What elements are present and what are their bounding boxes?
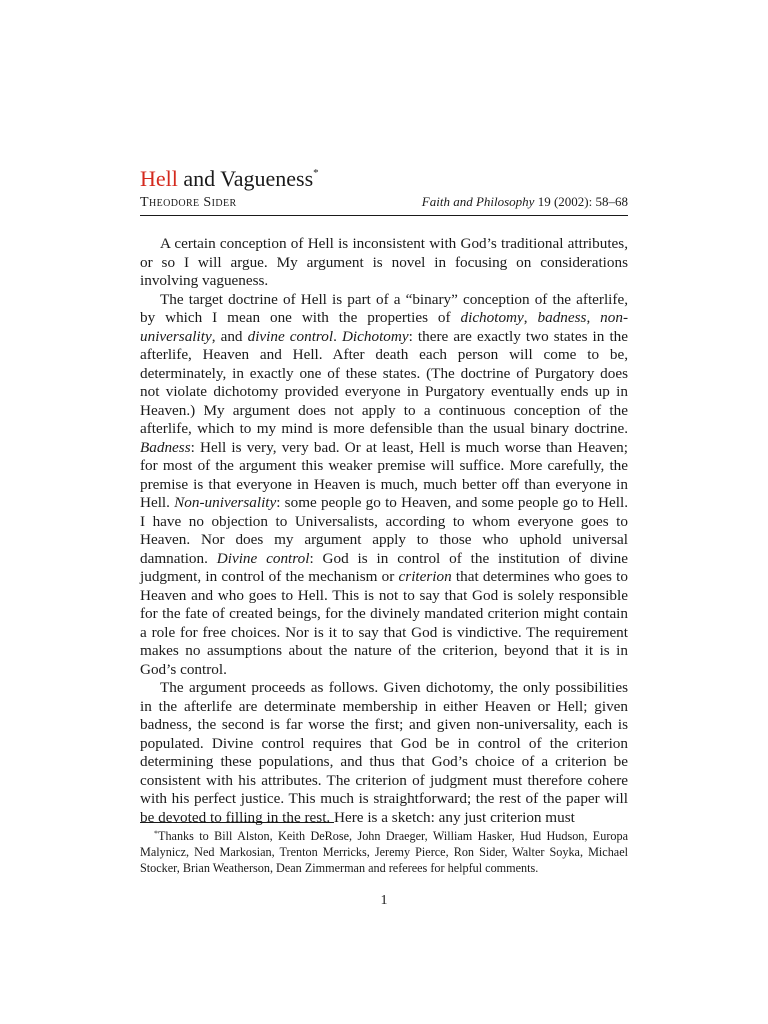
header-rule <box>140 215 628 216</box>
paragraph-3: The argument proceeds as follows. Given dichotomy, the only possibilities in the afterlife are determinate membership in either Heaven or Hell; given badness, the second is far worse the first; and given non-universality, each is populated. Divine control requires that God be in control of the criterion determining these populations, and thus that God’s choice of a criterion be consistent with his attributes. The criterion of judgment must therefore cohere with his perfect justice. This much is straightforward; the rest of the paper will be devoted to filling in the rest. Here is a sketch: any just criterion must <box>140 679 628 826</box>
emphasis: criterion <box>398 568 452 585</box>
journal-name: Faith and Philosophy <box>421 194 535 209</box>
paragraph-1: A certain conception of Hell is inconsistent with God’s traditional attributes, or so I will argue. My argument is novel in focusing on considerations involving vagueness. <box>140 235 628 289</box>
text-run: : God is in control of the institution of divine judgment, in control of the mechanism or <box>140 549 629 585</box>
text-run: , <box>523 309 538 326</box>
paragraph-2 <box>140 291 628 680</box>
body-text <box>140 235 628 827</box>
emphasis: non-universality <box>140 309 629 345</box>
text-run: . <box>333 327 342 345</box>
paper-title <box>140 160 319 192</box>
page-number: 1 <box>380 893 388 908</box>
title-highlight-word: Hell <box>140 166 178 191</box>
footnote-mark: * <box>154 829 158 838</box>
emphasis: divine control <box>247 327 334 345</box>
footnote-text: Thanks to Bill Alston, Keith DeRose, John Draeger, William Hasker, Hud Hudson, Europa Malynicz, Ned Markosian, Trenton Merricks, Jeremy Pierce, Ron Sider, Walter Soyka, Michael Stocker, Brian Weatherson, Dean Zimmerman and referees for helpful comments. <box>140 829 628 875</box>
text-run: : there are exactly two states in the afterlife, Heaven and Hell. After death each person will come to be, determinately, in exactly one of these states. (The doctrine of Purgatory does not violate dichotomy provided everyone in Purgatory eventually ends up in Heaven.) My argument does not apply to a continuous conception of the afterlife, which to my mind is more defensible than the usual binary doctrine. <box>140 327 628 437</box>
title-footnote-mark: * <box>313 167 319 179</box>
text-run: The target doctrine of Hell is part of a “binary” conception of the afterlife, by which I mean one with the properties of <box>140 290 628 326</box>
text-run: : Hell is very, very bad. Or at least, Hell is much worse than Heaven; for most of the argument this weaker premise will suffice. More carefully, the premise is that everyone in Heaven is much, much better off than everyone in Hell. <box>140 438 628 511</box>
text-run: : some people go to Heaven, and some people go to Hell. I have no objection to Universalists, according to whom everyone goes to Heaven. Nor does my argument apply to those who uphold universal damnation. <box>140 494 628 567</box>
citation-details: 19 (2002): 58–68 <box>534 194 628 209</box>
emphasis: Badness <box>140 438 191 456</box>
text-run: , <box>586 309 601 326</box>
emphasis: badness <box>537 309 587 326</box>
text-run: , and <box>211 327 248 345</box>
emphasis: dichotomy <box>460 309 524 326</box>
title-rest: and Vagueness <box>177 166 314 191</box>
emphasis: Dichotomy <box>341 327 409 345</box>
emphasis: Divine control <box>216 549 310 567</box>
author-name: Theodore Sider <box>140 195 237 210</box>
byline <box>140 194 628 211</box>
footnote <box>140 826 628 876</box>
emphasis: Non-universality <box>174 494 277 511</box>
footnote-rule <box>140 822 334 823</box>
text-run: that determines who goes to Heaven and who goes to Hell. This is not to say that God is solely responsible for the fate of created beings, for the divinely mandated criterion might contain a role for free choices. Nor is it to say that God is vindictive. The requirement makes no assumptions about the nature of the criterion, beyond that it is in God’s control. <box>140 568 628 678</box>
journal-citation <box>422 194 628 210</box>
